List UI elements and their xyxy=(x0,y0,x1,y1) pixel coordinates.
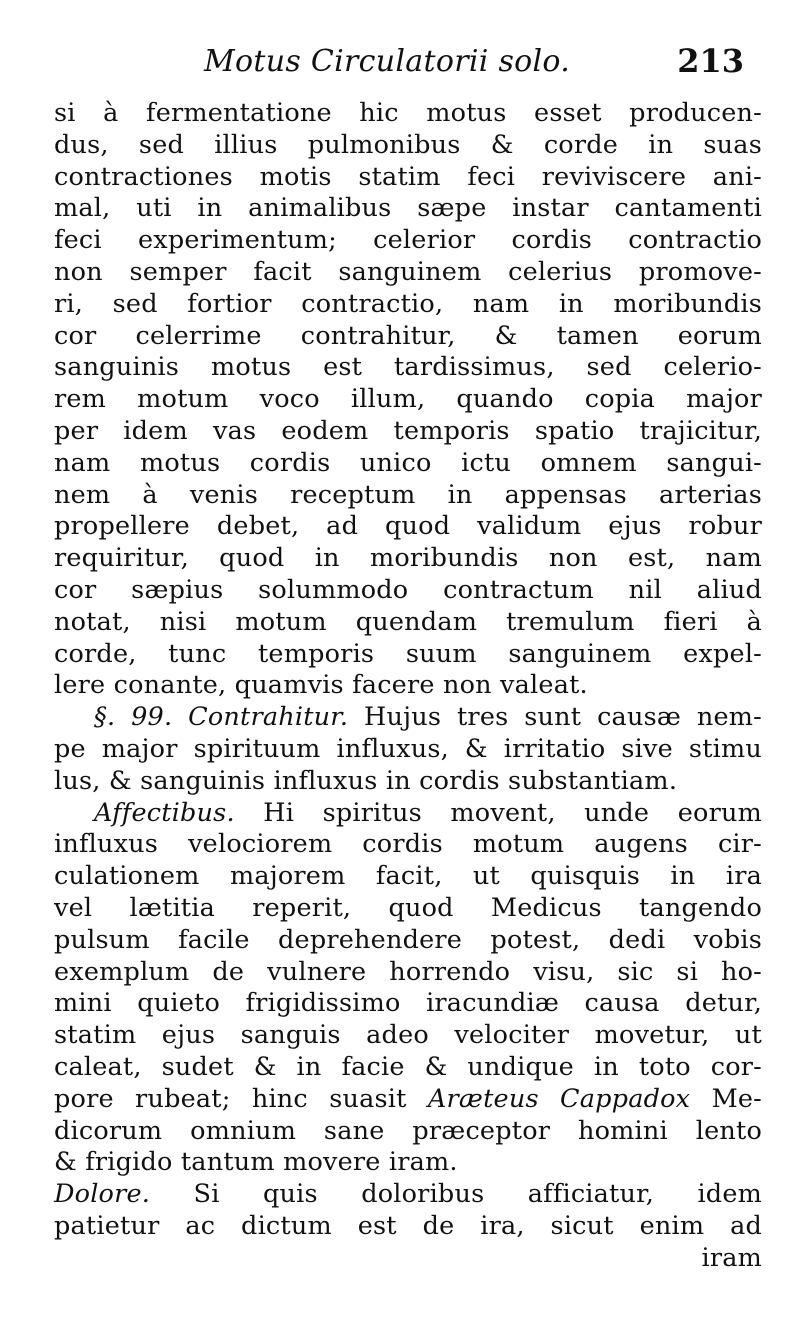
catchword: iram xyxy=(701,1242,762,1273)
text-line: caleat, sudet & in facie & undique in toto cor- xyxy=(54,1051,762,1082)
body-text xyxy=(54,98,762,1274)
text-line: si à fermentatione hic motus esset producen- xyxy=(54,98,762,128)
text-line: ri, sed fortior contractio, nam in moribundis xyxy=(54,288,762,319)
text-line: vel lætitia reperit, quod Medicus tangendo xyxy=(54,892,762,923)
text-line: nem à venis receptum in appensas arterias xyxy=(54,479,762,510)
text-line: patietur ac dictum est de ira, sicut enim ad xyxy=(54,1210,762,1241)
text-line: requiritur, quod in moribundis non est, nam xyxy=(54,543,762,574)
section-lead: §. 99. Contrahitur. xyxy=(94,702,349,733)
text-line: corde, tunc temporis suum sanguinem expel- xyxy=(54,638,762,669)
paragraph-99-start: §. 99. Contrahitur. Hujus tres sunt causæ nem- xyxy=(94,702,762,733)
running-head xyxy=(54,40,762,94)
text-line: statim ejus sanguis adeo velociter movetur, ut xyxy=(54,1020,762,1051)
text-line: per idem vas eodem temporis spatio trajicitur, xyxy=(54,415,762,446)
text-line: pore rubeat; hinc suasit Aræteus Cappadox Me- xyxy=(54,1083,762,1114)
text-line: cor celerrime contrahitur, & tamen eorum xyxy=(54,320,762,351)
text-line: lus, & sanguinis influxus in cordis substantiam. xyxy=(54,765,678,796)
text-line: culationem majorem facit, ut quisquis in ira xyxy=(54,861,762,892)
text-line: mini quieto frigidissimo iracundiæ causa detur, xyxy=(54,988,762,1019)
text-line: influxus velociorem cordis motum augens cir- xyxy=(54,829,762,860)
text-line: propellere debet, ad quod validum ejus robur xyxy=(54,511,762,542)
text-line: sanguinis motus est tardissimus, sed celerio- xyxy=(54,352,762,383)
text-line: mal, uti in animalibus sæpe instar cantamenti xyxy=(54,193,762,224)
text-line: non semper facit sanguinem celerius promove- xyxy=(54,256,762,287)
text-line: pe major spirituum influxus, & irritatio sive stimu xyxy=(54,733,762,764)
text-line: dicorum omnium sane præceptor homini lento xyxy=(54,1115,762,1146)
text-line: feci experimentum; celerior cordis contractio xyxy=(54,225,762,256)
text-line: exemplum de vulnere horrendo visu, sic si ho- xyxy=(54,956,762,987)
text-line: contractiones motis statim feci reviviscere ani- xyxy=(54,161,762,192)
text-line: notat, nisi motum quendam tremulum fieri à xyxy=(54,606,762,637)
text-line: cor sæpius solummodo contractum nil aliud xyxy=(54,574,762,605)
page-number: 213 xyxy=(677,42,744,80)
text-line: nam motus cordis unico ictu omnem sangui- xyxy=(54,447,762,478)
section-lead: Affectibus. xyxy=(94,797,235,828)
paragraph-dolore-start: Dolore. Si quis doloribus afficiatur, idem xyxy=(54,1179,762,1210)
text-line: & frigido tantum movere iram. xyxy=(54,1147,458,1178)
running-title: Motus Circulatorii solo. xyxy=(204,44,571,79)
section-lead: Dolore. xyxy=(54,1179,151,1210)
paragraph-affectibus-start: Affectibus. Hi spiritus movent, unde eorum xyxy=(94,797,762,828)
text-line: rem motum voco illum, quando copia major xyxy=(54,384,762,415)
author-name: Aræteus Cappadox xyxy=(427,1083,691,1114)
text-line: pulsum facile deprehendere potest, dedi vobis xyxy=(54,924,762,955)
text-line: dus, sed illius pulmonibus & corde in suas xyxy=(54,129,762,160)
text-line: lere conante, quamvis facere non valeat. xyxy=(54,670,588,701)
